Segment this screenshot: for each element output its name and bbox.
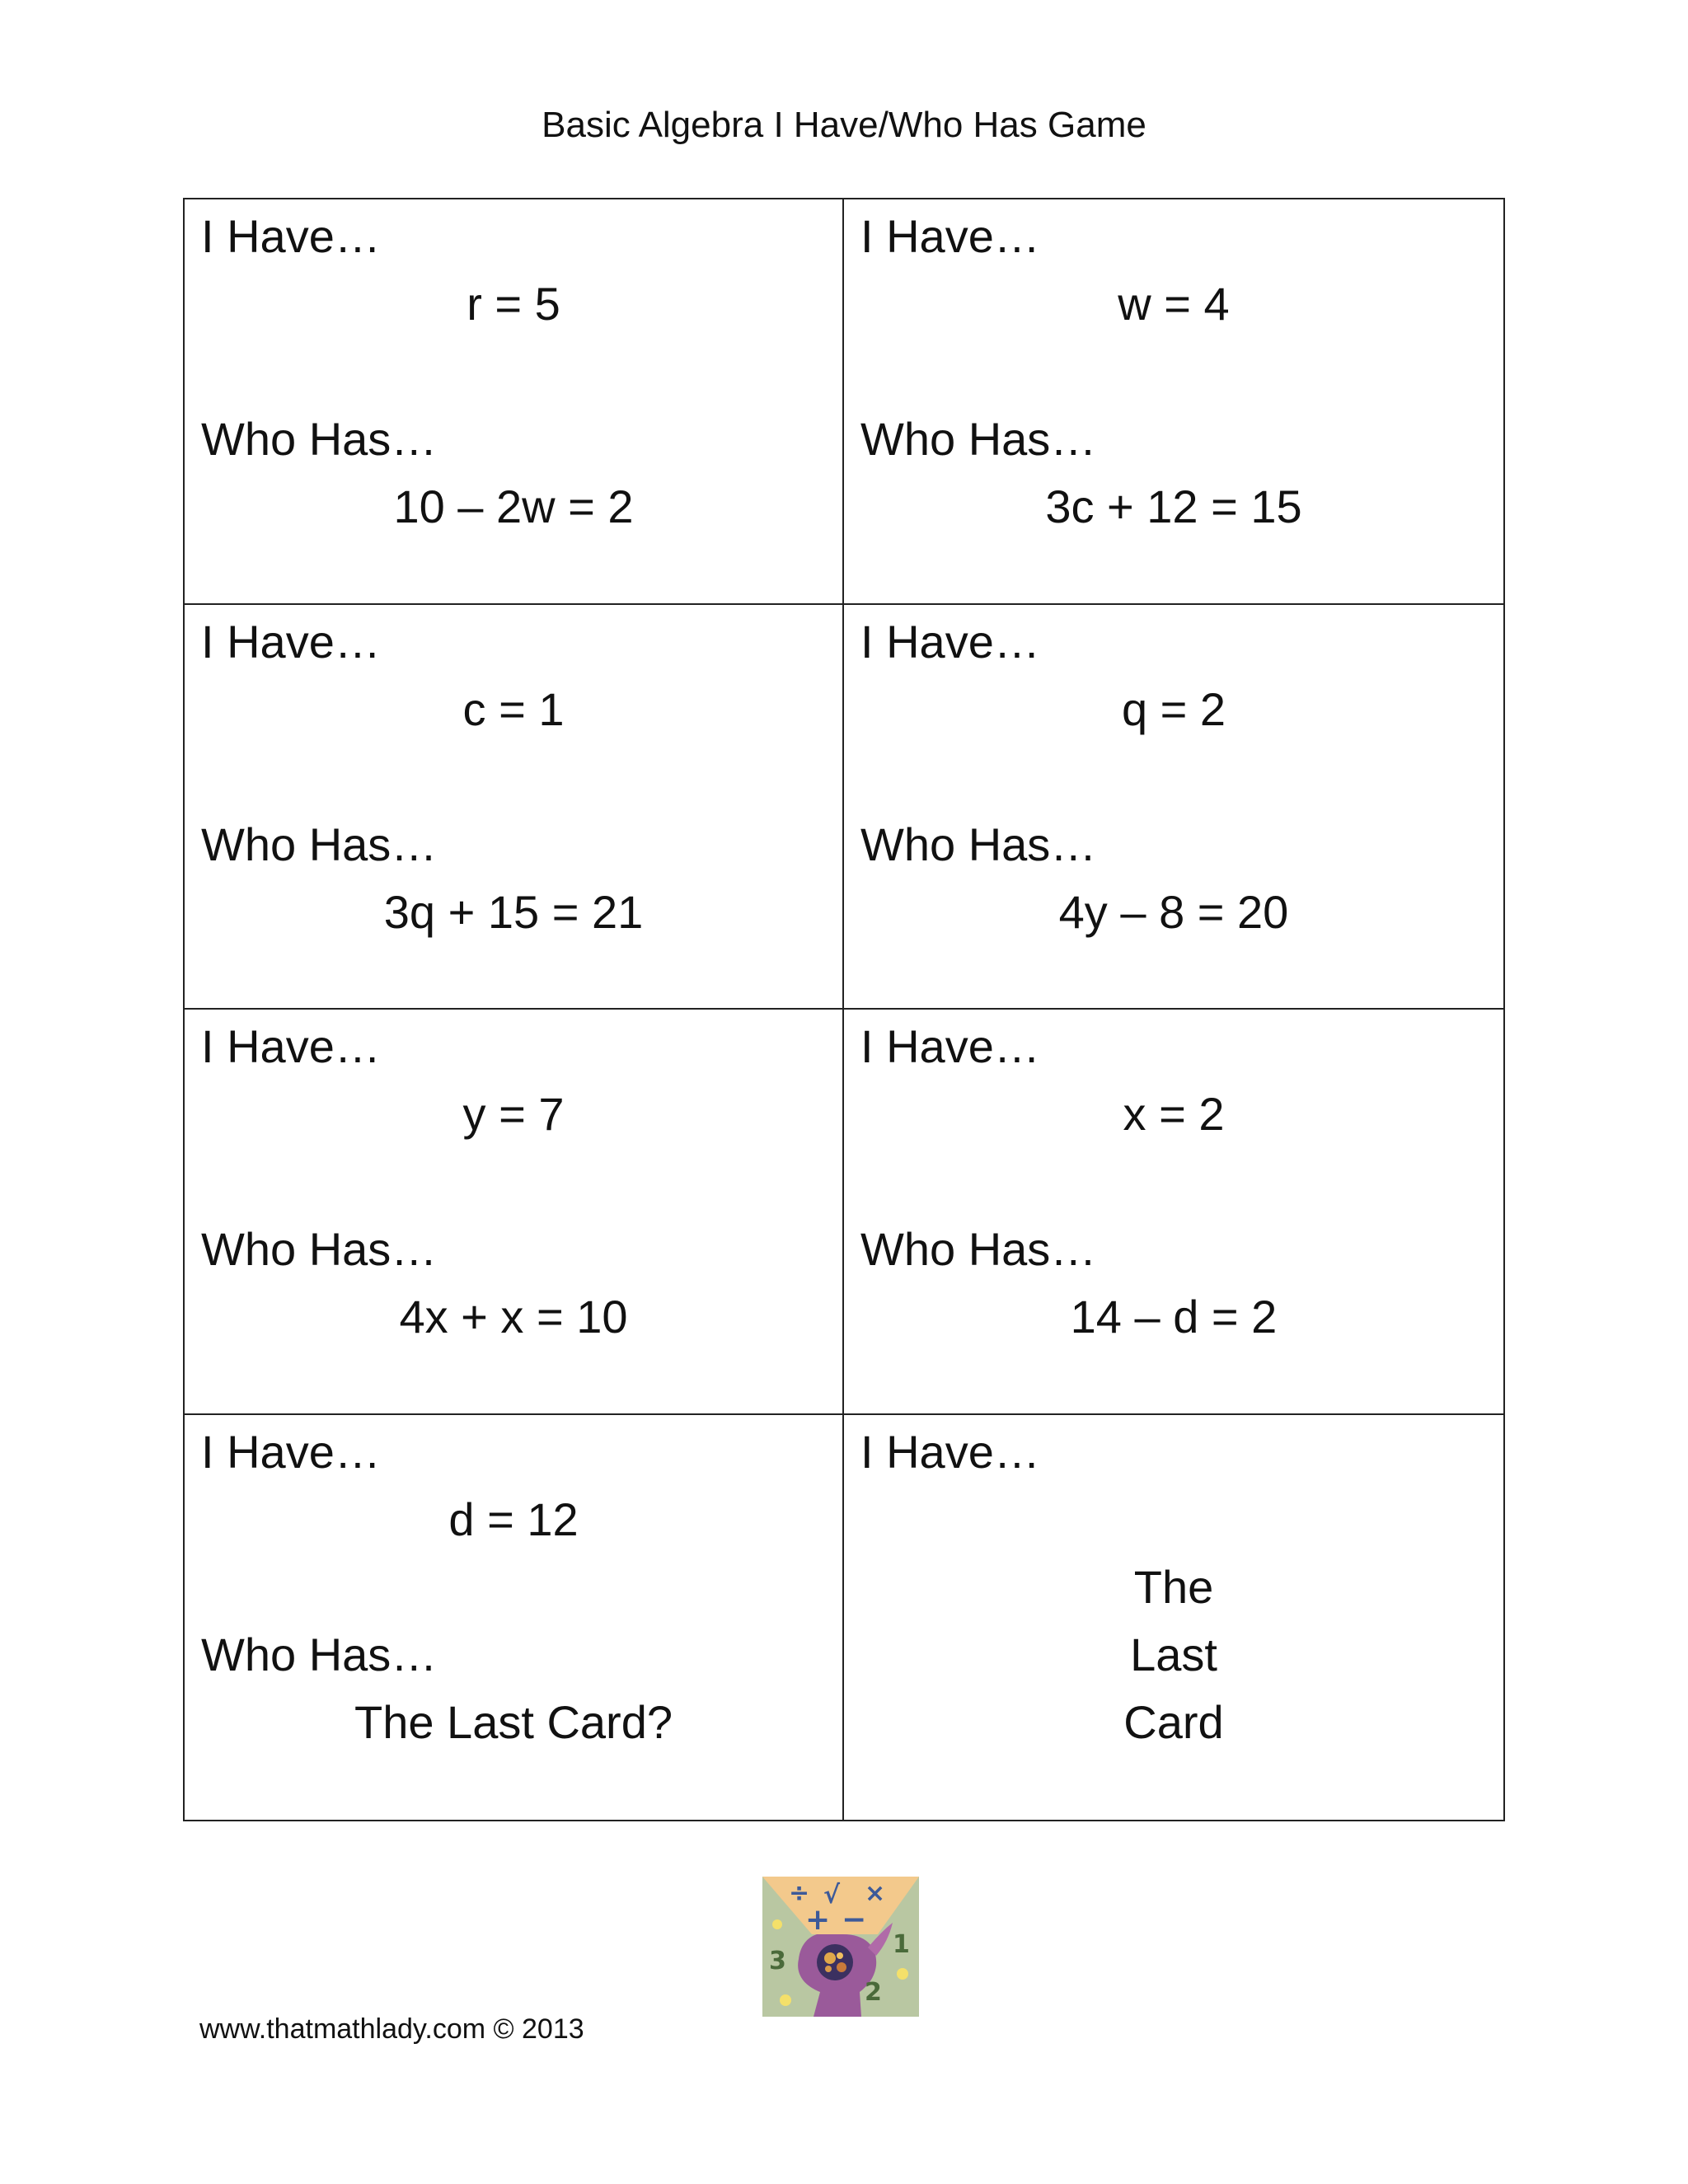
card-8-last [844,1415,1503,1821]
i-have-label: I Have… [860,1425,1040,1478]
math-head-logo-icon [762,1877,919,2017]
i-have-label: I Have… [860,615,1040,668]
i-have-label: I Have… [201,210,381,262]
card-question: The Last Card? [354,1695,673,1748]
card-question: 3q + 15 = 21 [383,885,644,938]
logo-operator: × [865,1879,886,1908]
card-answer: q = 2 [1121,682,1226,735]
logo-operator: √ [823,1881,841,1910]
card-answer: w = 4 [1118,278,1230,330]
card-answer: c = 1 [462,682,565,735]
i-have-label: I Have… [201,1425,381,1478]
i-have-label: I Have… [201,1020,381,1072]
card-4 [844,605,1503,1010]
card-3 [185,605,844,1010]
logo-digit: 1 [893,1930,910,1959]
card-6 [844,1010,1503,1415]
page-title: Basic Algebra I Have/Who Has Game [542,105,1146,145]
card-question: 14 – d = 2 [1070,1291,1278,1343]
card-answer: r = 5 [467,278,560,330]
last-card-line-1: The [1133,1560,1214,1613]
footer-copyright: www.thatmathlady.com © 2013 [199,2013,584,2045]
who-has-label: Who Has… [201,1223,438,1275]
logo-operator: ÷ [789,1879,810,1908]
logo-operator: − [842,1903,867,1937]
i-have-label: I Have… [201,615,381,668]
who-has-label: Who Has… [860,1223,1097,1275]
last-card-line-2: Last [1130,1628,1217,1680]
logo-digit: 3 [769,1947,786,1975]
card-answer: x = 2 [1123,1088,1225,1140]
card-question: 3c + 12 = 15 [1045,480,1302,532]
card-2 [844,199,1503,605]
i-have-label: I Have… [860,1020,1040,1072]
who-has-label: Who Has… [201,413,438,465]
card-7 [185,1415,844,1821]
who-has-label: Who Has… [860,413,1097,465]
who-has-label: Who Has… [201,1628,438,1680]
card-1 [185,199,844,605]
card-5 [185,1010,844,1415]
who-has-label: Who Has… [860,818,1097,870]
card-answer: d = 12 [448,1493,579,1545]
logo-operator: + [805,1903,831,1937]
i-have-label: I Have… [860,210,1040,262]
card-question: 4y – 8 = 20 [1058,885,1289,938]
card-question: 4x + x = 10 [399,1291,628,1343]
who-has-label: Who Has… [201,818,438,870]
card-grid [183,198,1505,1821]
logo-digit: 2 [865,1978,882,2007]
last-card-line-3: Card [1123,1695,1224,1748]
card-question: 10 – 2w = 2 [393,480,634,532]
card-answer: y = 7 [462,1088,565,1140]
